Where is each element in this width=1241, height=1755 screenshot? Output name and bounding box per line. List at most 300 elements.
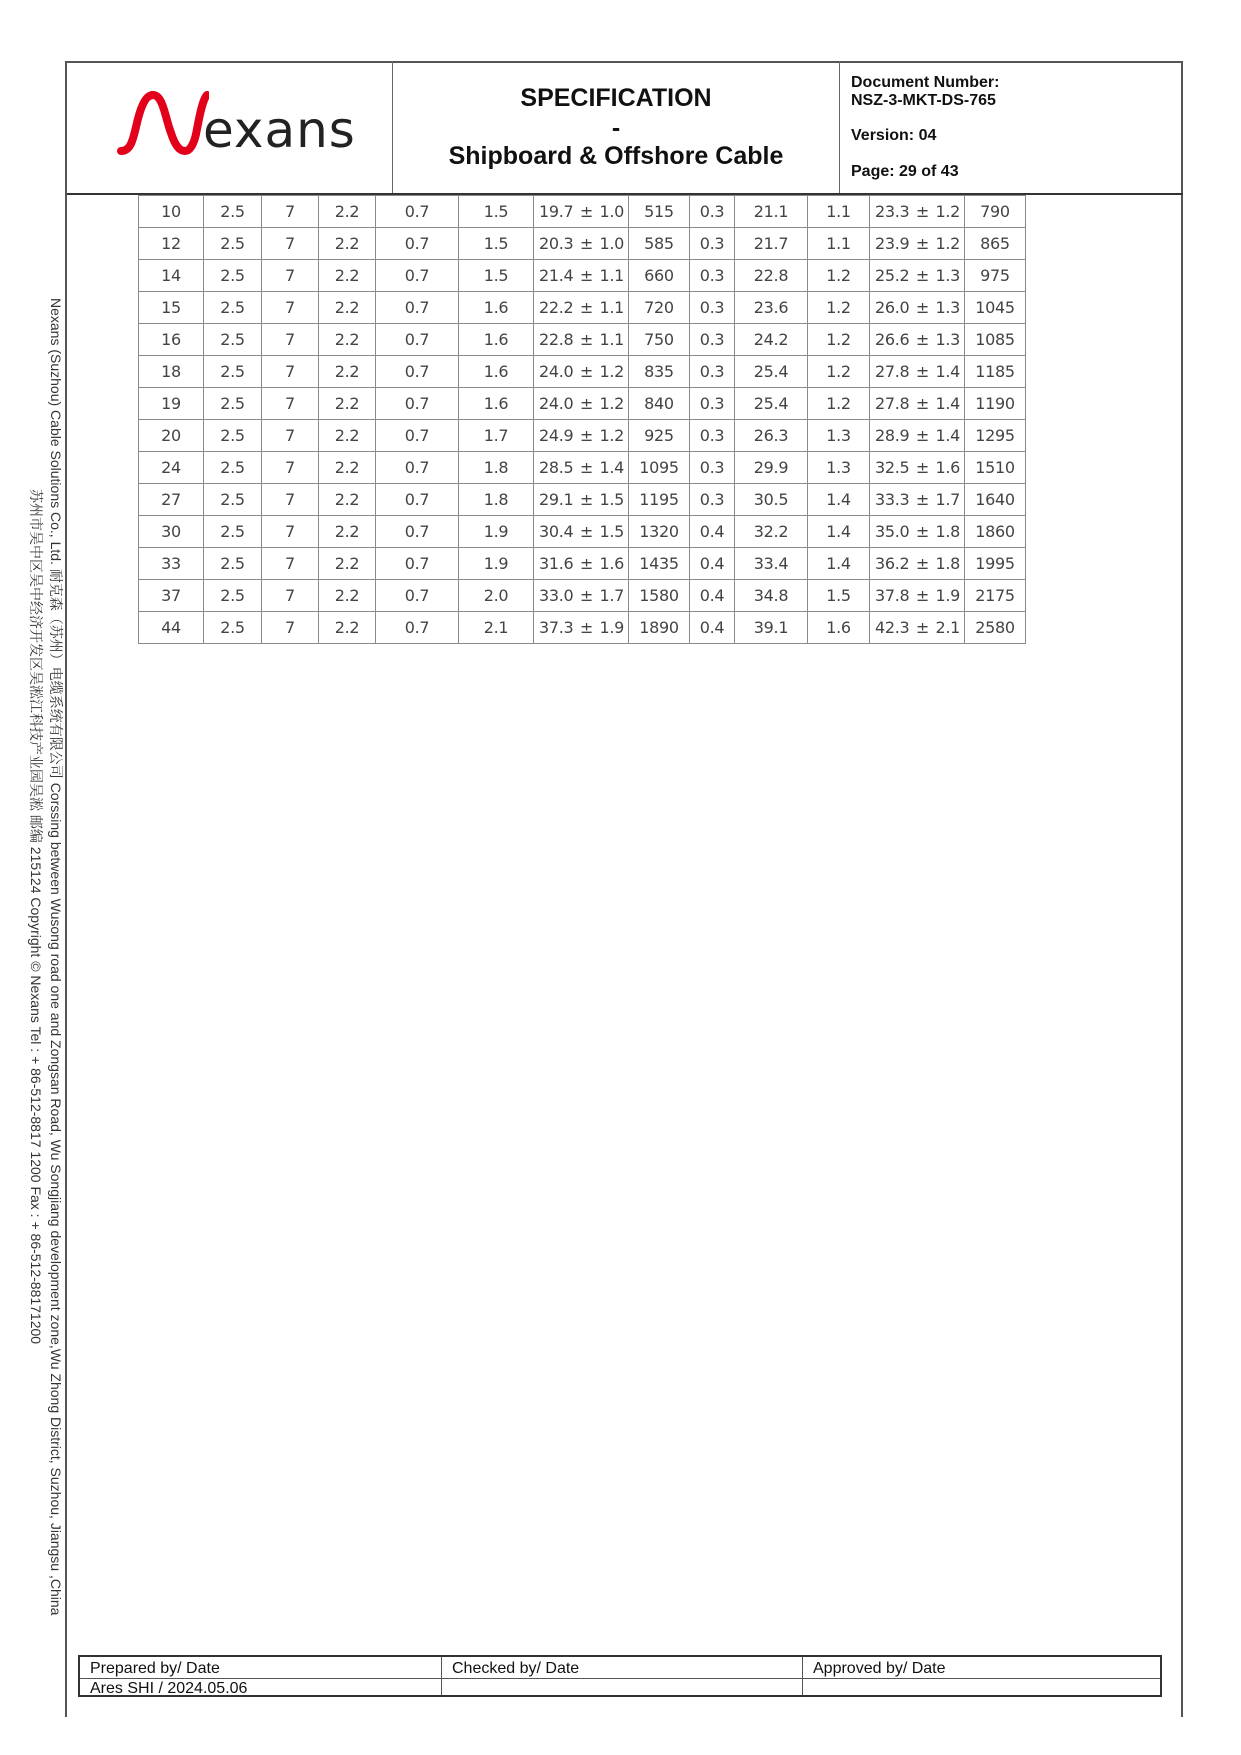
cell-diameter-under-braid [534,452,629,484]
prepared-label: Prepared by/ Date [90,1660,220,1677]
diameter-under-braid-value: 21.4 [539,266,574,285]
cell-weight-total: 1995 [965,548,1026,580]
cell-wire-dia: 2.2 [319,292,376,324]
overall-diameter-value: 23.3 [875,202,910,221]
table-row [139,420,1026,452]
cell-wire-dia: 2.2 [319,356,376,388]
side-company-address: Nexans (Suzhou) Cable Solutions Co., Ltd. 耐克森（苏州）电缆系统有限公司 Corssing between Wusong road one and Zongsan Road, Wu Songjiang development zone,Wu Zhong District, Suzhou, Jiangsu ,China [48,298,64,1616]
document-title: SPECIFICATION [520,84,712,112]
cell-overall-diameter [870,388,965,420]
cell-overall-diameter [870,420,965,452]
cell-weight-a: 1095 [629,452,690,484]
cell-cores: 15 [139,292,204,324]
cell-outer-sheath: 1.1 [808,196,870,228]
logo-cell [67,61,393,193]
cell-inner-sheath: 1.8 [459,452,534,484]
cell-dia-over-braid: 34.8 [735,580,808,612]
cell-outer-sheath: 1.5 [808,580,870,612]
overall-diameter-tolerance: 2.1 [935,618,960,637]
cell-cross-section: 2.5 [204,292,262,324]
plus-minus-sign: ± [579,202,593,221]
overall-diameter-value: 35.0 [875,522,910,541]
cell-wires: 7 [262,260,319,292]
cell-inner-sheath: 1.9 [459,548,534,580]
cell-dia-over-braid: 33.4 [735,548,808,580]
diameter-under-braid-value: 24.0 [539,362,574,381]
cell-dia-over-braid: 39.1 [735,612,808,644]
doc-info-cell [840,61,1183,193]
overall-diameter-tolerance: 1.3 [935,330,960,349]
overall-diameter-tolerance: 1.8 [935,522,960,541]
cell-weight-a: 515 [629,196,690,228]
nexans-n-icon [117,89,209,157]
cell-braid: 0.3 [690,484,735,516]
table-row [139,388,1026,420]
cell-wire-dia: 2.2 [319,484,376,516]
cell-cross-section: 2.5 [204,612,262,644]
cell-weight-a: 585 [629,228,690,260]
cell-braid: 0.3 [690,388,735,420]
cell-overall-diameter [870,196,965,228]
cell-overall-diameter [870,260,965,292]
plus-minus-sign: ± [579,362,593,381]
cell-cores: 27 [139,484,204,516]
cell-wires: 7 [262,516,319,548]
plus-minus-sign: ± [915,298,929,317]
cell-wire-dia: 2.2 [319,516,376,548]
cell-weight-a: 750 [629,324,690,356]
document-subtitle: Shipboard & Offshore Cable [448,142,784,170]
cell-wire-dia: 2.2 [319,228,376,260]
cell-overall-diameter [870,292,965,324]
plus-minus-sign: ± [579,330,593,349]
diameter-under-braid-tolerance: 1.2 [599,426,624,445]
cell-inner-sheath: 1.7 [459,420,534,452]
cell-insulation: 0.7 [376,228,459,260]
cell-wire-dia: 2.2 [319,260,376,292]
cell-dia-over-braid: 32.2 [735,516,808,548]
cell-insulation: 0.7 [376,324,459,356]
cell-inner-sheath: 1.8 [459,484,534,516]
cell-braid: 0.3 [690,324,735,356]
cell-overall-diameter [870,356,965,388]
plus-minus-sign: ± [915,458,929,477]
prepared-column [80,1657,442,1695]
cell-cross-section: 2.5 [204,516,262,548]
overall-diameter-tolerance: 1.3 [935,266,960,285]
cell-weight-total: 1190 [965,388,1026,420]
cell-inner-sheath: 1.5 [459,196,534,228]
overall-diameter-value: 32.5 [875,458,910,477]
table-row [139,228,1026,260]
cell-braid: 0.4 [690,548,735,580]
plus-minus-sign: ± [579,234,593,253]
document-header [67,61,1183,195]
spec-table [138,195,1026,644]
diameter-under-braid-value: 37.3 [539,618,574,637]
cell-insulation: 0.7 [376,612,459,644]
cell-weight-a: 1890 [629,612,690,644]
doc-version: Version: 04 [851,127,937,144]
overall-diameter-value: 25.2 [875,266,910,285]
cell-cross-section: 2.5 [204,388,262,420]
overall-diameter-value: 37.8 [875,586,910,605]
plus-minus-sign: ± [915,522,929,541]
cell-overall-diameter [870,484,965,516]
diameter-under-braid-value: 19.7 [539,202,574,221]
cell-braid: 0.3 [690,452,735,484]
table-row [139,548,1026,580]
diameter-under-braid-value: 20.3 [539,234,574,253]
plus-minus-sign: ± [579,586,593,605]
cell-overall-diameter [870,612,965,644]
cell-weight-total: 865 [965,228,1026,260]
cell-weight-total: 2580 [965,612,1026,644]
checked-label: Checked by/ Date [452,1660,580,1677]
title-separator: - [611,114,621,142]
diameter-under-braid-tolerance: 1.9 [599,618,624,637]
plus-minus-sign: ± [915,234,929,253]
cell-weight-a: 720 [629,292,690,324]
cell-weight-total: 1640 [965,484,1026,516]
overall-diameter-value: 26.6 [875,330,910,349]
plus-minus-sign: ± [915,202,929,221]
cell-cores: 30 [139,516,204,548]
cell-outer-sheath: 1.4 [808,484,870,516]
cell-weight-total: 1085 [965,324,1026,356]
cell-inner-sheath: 1.6 [459,292,534,324]
overall-diameter-tolerance: 1.7 [935,490,960,509]
cell-overall-diameter [870,580,965,612]
cell-dia-over-braid: 29.9 [735,452,808,484]
plus-minus-sign: ± [579,426,593,445]
cell-insulation: 0.7 [376,420,459,452]
cell-dia-over-braid: 23.6 [735,292,808,324]
cell-cross-section: 2.5 [204,324,262,356]
cell-inner-sheath: 1.6 [459,324,534,356]
page-number: Page: 29 of 43 [851,163,959,180]
cell-dia-over-braid: 24.2 [735,324,808,356]
cell-weight-a: 840 [629,388,690,420]
cell-weight-total: 790 [965,196,1026,228]
cell-dia-over-braid: 21.1 [735,196,808,228]
overall-diameter-value: 36.2 [875,554,910,573]
overall-diameter-tolerance: 1.4 [935,394,960,413]
cell-dia-over-braid: 26.3 [735,420,808,452]
cell-braid: 0.4 [690,612,735,644]
overall-diameter-value: 23.9 [875,234,910,253]
plus-minus-sign: ± [915,266,929,285]
table-row [139,324,1026,356]
cell-cores: 24 [139,452,204,484]
cell-braid: 0.3 [690,260,735,292]
cell-diameter-under-braid [534,484,629,516]
cell-cores: 16 [139,324,204,356]
plus-minus-sign: ± [579,554,593,573]
diameter-under-braid-value: 33.0 [539,586,574,605]
cell-wires: 7 [262,388,319,420]
diameter-under-braid-value: 24.0 [539,394,574,413]
plus-minus-sign: ± [579,522,593,541]
cell-weight-a: 925 [629,420,690,452]
table-row [139,196,1026,228]
cell-inner-sheath: 2.0 [459,580,534,612]
cell-weight-a: 1435 [629,548,690,580]
cell-weight-total: 1295 [965,420,1026,452]
cell-outer-sheath: 1.3 [808,452,870,484]
cell-overall-diameter [870,228,965,260]
overall-diameter-tolerance: 1.9 [935,586,960,605]
overall-diameter-value: 26.0 [875,298,910,317]
overall-diameter-tolerance: 1.8 [935,554,960,573]
cell-wires: 7 [262,548,319,580]
table-row [139,484,1026,516]
approved-column [803,1657,1160,1695]
cell-diameter-under-braid [534,324,629,356]
overall-diameter-tolerance: 1.2 [935,202,960,221]
cell-insulation: 0.7 [376,484,459,516]
cell-cores: 19 [139,388,204,420]
cell-weight-a: 660 [629,260,690,292]
diameter-under-braid-tolerance: 1.4 [599,458,624,477]
table-row [139,260,1026,292]
cell-outer-sheath: 1.2 [808,356,870,388]
cell-cores: 14 [139,260,204,292]
cell-cores: 37 [139,580,204,612]
cell-wires: 7 [262,196,319,228]
cell-diameter-under-braid [534,516,629,548]
cell-wires: 7 [262,420,319,452]
cell-braid: 0.3 [690,196,735,228]
plus-minus-sign: ± [915,426,929,445]
cell-wires: 7 [262,612,319,644]
cell-insulation: 0.7 [376,452,459,484]
table-row [139,516,1026,548]
table-row [139,452,1026,484]
cell-cross-section: 2.5 [204,260,262,292]
cell-insulation: 0.7 [376,356,459,388]
overall-diameter-tolerance: 1.3 [935,298,960,317]
cell-wire-dia: 2.2 [319,196,376,228]
cell-wires: 7 [262,452,319,484]
cell-wires: 7 [262,324,319,356]
cell-diameter-under-braid [534,292,629,324]
cell-wires: 7 [262,292,319,324]
cell-inner-sheath: 1.5 [459,228,534,260]
plus-minus-sign: ± [579,298,593,317]
cell-cross-section: 2.5 [204,484,262,516]
cell-insulation: 0.7 [376,292,459,324]
diameter-under-braid-value: 28.5 [539,458,574,477]
plus-minus-sign: ± [915,586,929,605]
cell-braid: 0.3 [690,356,735,388]
cell-diameter-under-braid [534,612,629,644]
overall-diameter-tolerance: 1.2 [935,234,960,253]
cell-inner-sheath: 1.6 [459,356,534,388]
table-row [139,612,1026,644]
diameter-under-braid-tolerance: 1.5 [599,490,624,509]
table-row [139,580,1026,612]
cell-wire-dia: 2.2 [319,324,376,356]
cell-insulation: 0.7 [376,580,459,612]
plus-minus-sign: ± [579,458,593,477]
diameter-under-braid-tolerance: 1.0 [599,202,624,221]
cell-inner-sheath: 1.6 [459,388,534,420]
cell-diameter-under-braid [534,228,629,260]
cell-weight-a: 1580 [629,580,690,612]
diameter-under-braid-tolerance: 1.2 [599,362,624,381]
plus-minus-sign: ± [579,266,593,285]
plus-minus-sign: ± [579,394,593,413]
cell-braid: 0.4 [690,580,735,612]
cell-cross-section: 2.5 [204,228,262,260]
cell-wire-dia: 2.2 [319,580,376,612]
cell-weight-a: 1195 [629,484,690,516]
cell-cores: 12 [139,228,204,260]
plus-minus-sign: ± [915,618,929,637]
cell-wires: 7 [262,580,319,612]
approval-footer [78,1655,1162,1697]
overall-diameter-tolerance: 1.6 [935,458,960,477]
cell-insulation: 0.7 [376,388,459,420]
cell-overall-diameter [870,548,965,580]
cell-cores: 18 [139,356,204,388]
cell-braid: 0.3 [690,292,735,324]
cell-inner-sheath: 1.5 [459,260,534,292]
overall-diameter-value: 28.9 [875,426,910,445]
logo-text: exans [203,101,356,159]
overall-diameter-value: 27.8 [875,394,910,413]
cell-weight-total: 1510 [965,452,1026,484]
cell-outer-sheath: 1.2 [808,260,870,292]
cell-cores: 33 [139,548,204,580]
cell-dia-over-braid: 25.4 [735,356,808,388]
diameter-under-braid-value: 29.1 [539,490,574,509]
plus-minus-sign: ± [915,362,929,381]
cell-cross-section: 2.5 [204,196,262,228]
overall-diameter-value: 27.8 [875,362,910,381]
diameter-under-braid-value: 30.4 [539,522,574,541]
prepared-value: Ares SHI / 2024.05.06 [90,1680,248,1697]
diameter-under-braid-value: 22.8 [539,330,574,349]
diameter-under-braid-tolerance: 1.1 [599,330,624,349]
cell-braid: 0.4 [690,516,735,548]
plus-minus-sign: ± [915,554,929,573]
checked-column [442,1657,803,1695]
cell-outer-sheath: 1.6 [808,612,870,644]
cell-outer-sheath: 1.2 [808,388,870,420]
plus-minus-sign: ± [579,618,593,637]
cell-cores: 10 [139,196,204,228]
cell-wire-dia: 2.2 [319,388,376,420]
diameter-under-braid-value: 31.6 [539,554,574,573]
cell-cross-section: 2.5 [204,420,262,452]
spec-table-body [139,196,1026,644]
cell-weight-total: 2175 [965,580,1026,612]
cell-weight-total: 1860 [965,516,1026,548]
cell-cross-section: 2.5 [204,548,262,580]
diameter-under-braid-value: 24.9 [539,426,574,445]
cell-dia-over-braid: 21.7 [735,228,808,260]
plus-minus-sign: ± [915,490,929,509]
cell-overall-diameter [870,452,965,484]
diameter-under-braid-tolerance: 1.6 [599,554,624,573]
title-cell [393,61,840,193]
cell-braid: 0.3 [690,228,735,260]
overall-diameter-tolerance: 1.4 [935,362,960,381]
cell-weight-a: 1320 [629,516,690,548]
cell-outer-sheath: 1.2 [808,324,870,356]
cell-diameter-under-braid [534,420,629,452]
cell-cross-section: 2.5 [204,452,262,484]
diameter-under-braid-tolerance: 1.7 [599,586,624,605]
diameter-under-braid-tolerance: 1.0 [599,234,624,253]
cell-cross-section: 2.5 [204,356,262,388]
plus-minus-sign: ± [579,490,593,509]
cell-cores: 20 [139,420,204,452]
diameter-under-braid-tolerance: 1.1 [599,298,624,317]
cell-diameter-under-braid [534,580,629,612]
cell-wires: 7 [262,228,319,260]
cell-diameter-under-braid [534,196,629,228]
diameter-under-braid-tolerance: 1.2 [599,394,624,413]
cell-dia-over-braid: 22.8 [735,260,808,292]
cell-weight-total: 975 [965,260,1026,292]
table-row [139,356,1026,388]
overall-diameter-tolerance: 1.4 [935,426,960,445]
cell-wire-dia: 2.2 [319,612,376,644]
diameter-under-braid-tolerance: 1.1 [599,266,624,285]
cell-outer-sheath: 1.4 [808,516,870,548]
cell-insulation: 0.7 [376,260,459,292]
cell-overall-diameter [870,324,965,356]
cell-cross-section: 2.5 [204,580,262,612]
cell-dia-over-braid: 30.5 [735,484,808,516]
cell-overall-diameter [870,516,965,548]
cell-wires: 7 [262,484,319,516]
cell-insulation: 0.7 [376,516,459,548]
cell-wire-dia: 2.2 [319,452,376,484]
cell-diameter-under-braid [534,260,629,292]
overall-diameter-value: 33.3 [875,490,910,509]
plus-minus-sign: ± [915,394,929,413]
cell-outer-sheath: 1.4 [808,548,870,580]
diameter-under-braid-value: 22.2 [539,298,574,317]
cell-insulation: 0.7 [376,196,459,228]
cell-dia-over-braid: 25.4 [735,388,808,420]
cell-weight-total: 1185 [965,356,1026,388]
cell-wires: 7 [262,356,319,388]
cell-inner-sheath: 1.9 [459,516,534,548]
cell-diameter-under-braid [534,356,629,388]
cell-inner-sheath: 2.1 [459,612,534,644]
nexans-logo [117,89,356,157]
cell-diameter-under-braid [534,548,629,580]
cell-wire-dia: 2.2 [319,420,376,452]
cell-diameter-under-braid [534,388,629,420]
table-row [139,292,1026,324]
plus-minus-sign: ± [915,330,929,349]
cell-outer-sheath: 1.1 [808,228,870,260]
overall-diameter-value: 42.3 [875,618,910,637]
approved-label: Approved by/ Date [813,1660,946,1677]
cell-outer-sheath: 1.3 [808,420,870,452]
doc-number: NSZ-3-MKT-DS-765 [851,92,996,109]
doc-number-label: Document Number: [851,74,1000,91]
cell-weight-a: 835 [629,356,690,388]
diameter-under-braid-tolerance: 1.5 [599,522,624,541]
cell-insulation: 0.7 [376,548,459,580]
